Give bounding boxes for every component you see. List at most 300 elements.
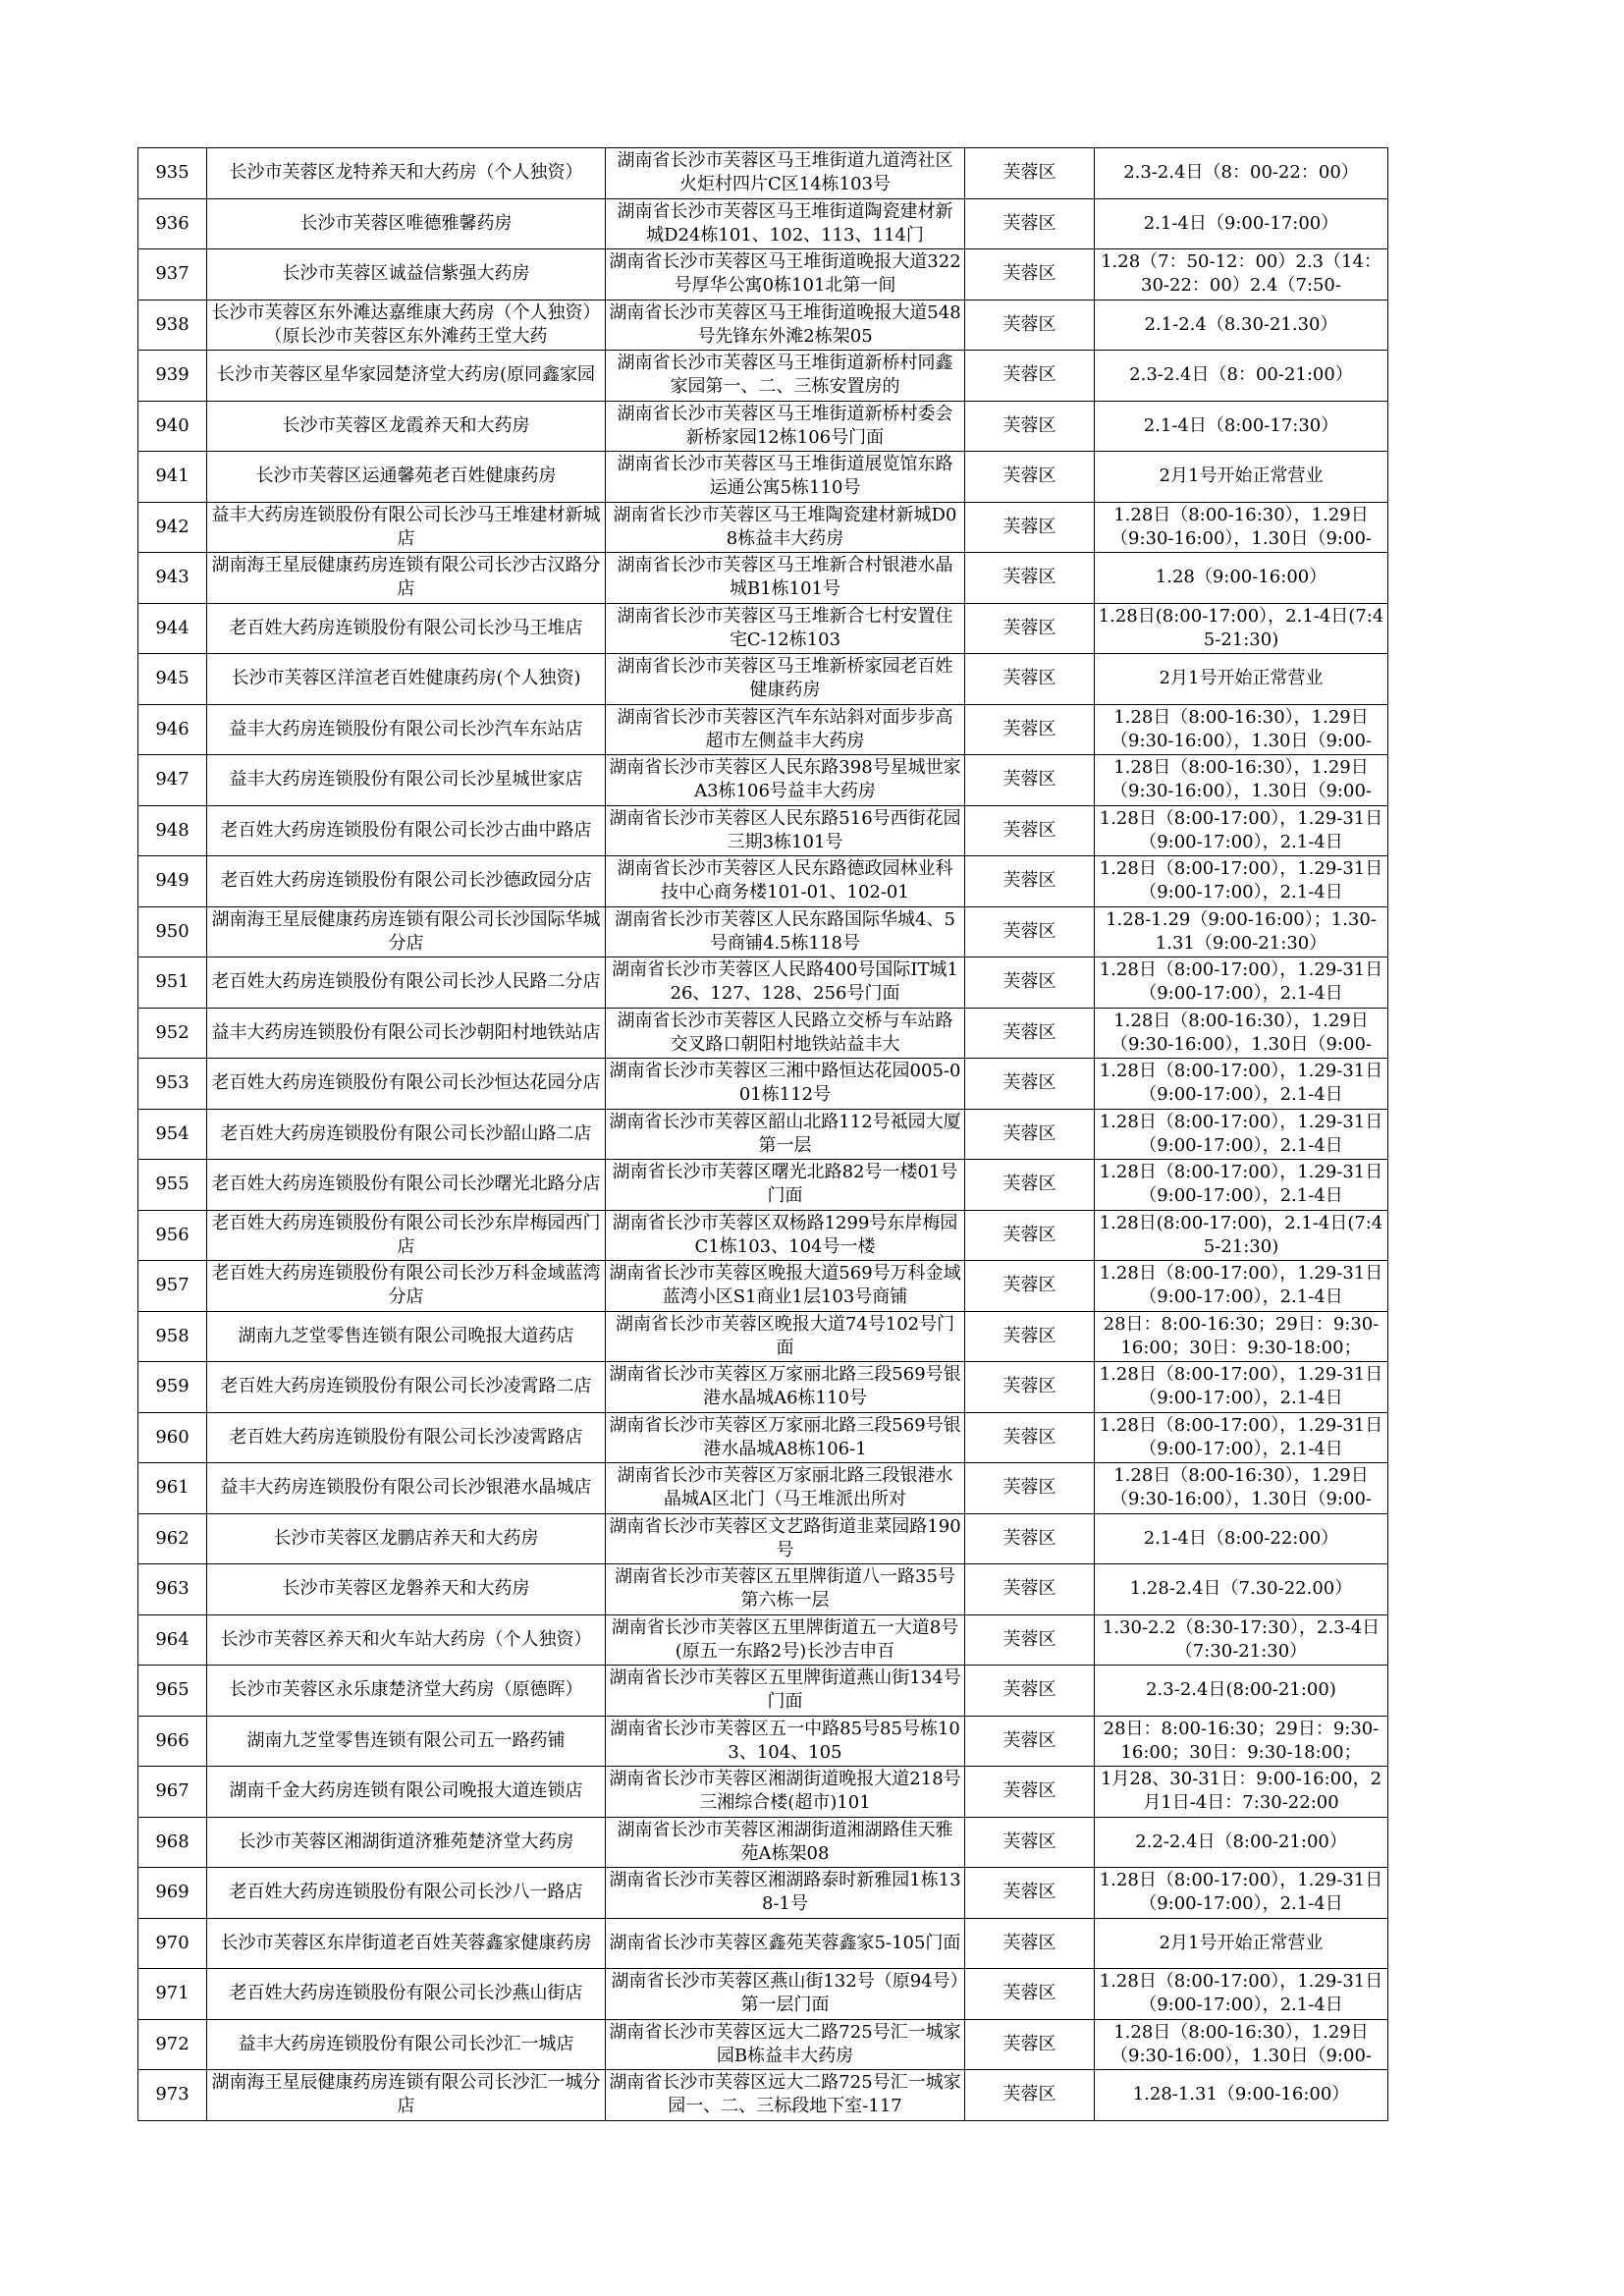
business-hours-cell [1095,603,1388,654]
district-cell [965,654,1095,705]
district: 芙蓉区 [1002,1831,1056,1852]
business-hours: 2.1-4日（8:00-22:00） [1143,1527,1339,1549]
business-hours: 2.3-2.4日（8：00-21:00） [1129,364,1353,386]
pharmacy-address-cell [606,1513,965,1564]
district: 芙蓉区 [1002,1376,1056,1397]
district: 芙蓉区 [1002,162,1056,184]
pharmacy-address: 湖南省长沙市芙蓉区马王堆新桥家园老百姓健康药房 [617,656,953,701]
pharmacy-name: 老百姓大药房连锁股份有限公司长沙凌霄路二店 [220,1376,592,1397]
district-cell [965,1008,1095,1059]
table-row [138,198,1388,249]
district: 芙蓉区 [1002,2084,1056,2105]
pharmacy-address: 湖南省长沙市芙蓉区马王堆街道新桥村同鑫家园第一、二、三栋安置房的 [617,353,953,398]
pharmacy-address: 湖南省长沙市芙蓉区马王堆街道晚报大道322号厚华公寓0栋101北第一间 [609,251,961,297]
pharmacy-name: 老百姓大药房连锁股份有限公司长沙东岸梅园西门店 [211,1212,601,1257]
pharmacy-name-cell [207,1614,606,1666]
pharmacy-address: 湖南省长沙市芙蓉区远大二路725号汇一城家园一、二、三标段地下室-117 [609,2072,961,2117]
table-row [138,1969,1388,2020]
pharmacy-address: 湖南省长沙市芙蓉区五里牌街道五一大道8号(原五一东路2号)长沙吉申百 [611,1616,959,1662]
pharmacy-address-cell [606,553,965,604]
pharmacy-name: 老百姓大药房连锁股份有限公司长沙马王堆店 [229,617,583,638]
district-cell [965,957,1095,1009]
business-hours-cell [1095,704,1388,755]
pharmacy-name-cell [207,1059,606,1110]
row-number: 964 [155,1628,189,1650]
pharmacy-name: 老百姓大药房连锁股份有限公司长沙德政园分店 [220,870,592,892]
district-cell [965,1666,1095,1717]
pharmacy-name-cell [207,1918,606,1969]
pharmacy-name-cell [207,1463,606,1514]
row-number-cell [138,1767,207,1818]
pharmacy-address: 湖南省长沙市芙蓉区人民路400号国际IT城126、127、128、256号门面 [612,959,958,1005]
pharmacy-address: 湖南省长沙市芙蓉区燕山街132号（原94号）第一层门面 [611,1971,959,2016]
business-hours-cell [1095,1210,1388,1261]
district-cell [965,1160,1095,1211]
district-cell [965,2070,1095,2121]
district-cell [965,300,1095,351]
pharmacy-address-cell [606,2070,965,2121]
pharmacy-address: 湖南省长沙市芙蓉区五一中路85号85号栋103、104、105 [610,1718,960,1763]
row-number: 949 [155,870,189,892]
pharmacy-address-cell [606,1564,965,1615]
pharmacy-address: 湖南省长沙市芙蓉区马王堆街道新桥村委会新桥家园12栋106号门面 [617,403,953,448]
pharmacy-address-cell [606,1311,965,1362]
row-number-cell [138,1463,207,1514]
table-row [138,1817,1388,1868]
pharmacy-name-cell [207,1564,606,1615]
pharmacy-address: 湖南省长沙市芙蓉区人民路立交桥与车站路交叉路口朝阳村地铁站益丰大 [617,1010,953,1055]
district: 芙蓉区 [1002,920,1056,942]
pharmacy-name: 湖南九芝堂零售连锁有限公司晚报大道药店 [238,1325,574,1346]
business-hours: 1.28-2.4日（7.30-22.00） [1129,1578,1353,1600]
pharmacy-table [137,147,1388,2121]
row-number-cell [138,1716,207,1767]
district: 芙蓉区 [1002,263,1056,285]
row-number: 955 [155,1174,189,1195]
district: 芙蓉区 [1002,1122,1056,1144]
pharmacy-name-cell [207,1008,606,1059]
district-cell [965,1412,1095,1463]
row-number: 963 [155,1578,189,1600]
business-hours-cell [1095,1008,1388,1059]
row-number-cell [138,1160,207,1211]
pharmacy-name-cell [207,148,606,199]
district: 芙蓉区 [1002,1628,1056,1650]
district: 芙蓉区 [1002,1527,1056,1549]
row-number-cell [138,1969,207,2020]
table-row [138,2070,1388,2121]
pharmacy-address-cell [606,1059,965,1110]
row-number: 945 [155,668,189,689]
row-number: 953 [155,1072,189,1094]
pharmacy-name-cell [207,351,606,402]
row-number: 941 [155,465,189,487]
district-cell [965,1362,1095,1413]
district: 芙蓉区 [1002,1174,1056,1195]
row-number: 940 [155,414,189,436]
business-hours-cell [1095,2070,1388,2121]
pharmacy-address-cell [606,957,965,1009]
row-number: 962 [155,1527,189,1549]
pharmacy-name: 长沙市芙蓉区养天和火车站大药房（个人独资） [220,1628,592,1650]
row-number: 959 [155,1376,189,1397]
pharmacy-name-cell [207,856,606,907]
business-hours: 2.2-2.4日（8:00-21:00） [1135,1831,1347,1852]
pharmacy-address: 湖南省长沙市芙蓉区曙光北路82号一楼01号门面 [612,1162,958,1207]
district: 芙蓉区 [1002,1679,1056,1701]
pharmacy-address-cell [606,401,965,452]
row-number: 952 [155,1021,189,1043]
pharmacy-name: 益丰大药房连锁股份有限公司长沙汽车东站店 [229,718,583,739]
pharmacy-name: 长沙市芙蓉区龙特养天和大药房（个人独资） [229,162,583,184]
row-number: 961 [155,1477,189,1499]
business-hours-cell [1095,1666,1388,1717]
district-cell [965,1767,1095,1818]
business-hours-cell [1095,2019,1388,2070]
district-cell [965,1716,1095,1767]
district: 芙蓉区 [1002,1325,1056,1346]
district: 芙蓉区 [1002,769,1056,791]
pharmacy-name: 益丰大药房连锁股份有限公司长沙汇一城店 [238,2033,574,2054]
pharmacy-address-cell [606,1261,965,1312]
district: 芙蓉区 [1002,1780,1056,1802]
pharmacy-address-cell [606,1463,965,1514]
row-number: 939 [155,364,189,386]
pharmacy-address: 湖南省长沙市芙蓉区湘湖街道湘湖路佳天雅苑A栋架08 [617,1819,953,1864]
row-number-cell [138,1261,207,1312]
business-hours-cell [1095,1868,1388,1919]
business-hours: 1.28日（8:00-16:30），1.29日（9:30-16:00），1.30日（9:00- [1110,1465,1372,1510]
pharmacy-address: 湖南省长沙市芙蓉区文艺路街道韭菜园路190号 [609,1515,961,1560]
district-cell [965,1463,1095,1514]
business-hours-cell [1095,452,1388,503]
district-cell [965,1969,1095,2020]
district: 芙蓉区 [1002,1983,1056,2004]
pharmacy-name: 老百姓大药房连锁股份有限公司长沙凌霄路店 [229,1426,583,1448]
district-cell [965,805,1095,856]
district-cell [965,856,1095,907]
business-hours-cell [1095,1564,1388,1615]
business-hours-cell [1095,1311,1388,1362]
row-number-cell [138,856,207,907]
business-hours-cell [1095,249,1388,301]
district: 芙蓉区 [1002,668,1056,689]
district: 芙蓉区 [1002,1275,1056,1296]
pharmacy-name: 长沙市芙蓉区东外滩达嘉维康大药房（个人独资）（原长沙市芙蓉区东外滩药王堂大药 [211,301,601,347]
row-number-cell [138,1666,207,1717]
row-number-cell [138,401,207,452]
pharmacy-name: 长沙市芙蓉区湘湖街道济雅苑楚济堂大药房 [238,1831,574,1852]
business-hours: 1.28日(8:00-17:00)，2.1-4日(7:45-21:30) [1099,1212,1383,1257]
business-hours-cell [1095,1513,1388,1564]
business-hours: 2.3-2.4日(8:00-21:00) [1146,1679,1336,1701]
row-number-cell [138,1362,207,1413]
pharmacy-name: 长沙市芙蓉区东岸街道老百姓芙蓉鑫家健康药房 [220,1932,592,1953]
table-row [138,1767,1388,1818]
business-hours-cell [1095,755,1388,806]
pharmacy-name-cell [207,805,606,856]
business-hours: 28日：8:00-16:30；29日：9:30-16:00；30日：9:30-18:00； [1103,1313,1380,1358]
district: 芙蓉区 [1002,718,1056,739]
pharmacy-address-cell [606,603,965,654]
table-row [138,1716,1388,1767]
pharmacy-name-cell [207,1969,606,2020]
pharmacy-address-cell [606,351,965,402]
pharmacy-name-cell [207,654,606,705]
pharmacy-address: 湖南省长沙市芙蓉区马王堆新合村银港水晶城B1栋101号 [617,555,953,600]
table-row [138,1311,1388,1362]
pharmacy-name-cell [207,452,606,503]
table-row [138,1412,1388,1463]
pharmacy-address: 湖南省长沙市芙蓉区马王堆街道九道湾社区火炬村四片C区14栋103号 [617,150,953,195]
pharmacy-name-cell [207,1716,606,1767]
pharmacy-address: 湖南省长沙市芙蓉区马王堆街道陶瓷建材新城D24栋101、102、113、114门 [617,200,953,246]
table-row [138,1513,1388,1564]
row-number: 951 [155,971,189,993]
row-number-cell [138,1817,207,1868]
pharmacy-address-cell [606,1716,965,1767]
district: 芙蓉区 [1002,465,1056,487]
business-hours-cell [1095,1817,1388,1868]
pharmacy-address-cell [606,1969,965,2020]
table-row [138,704,1388,755]
district-cell [965,198,1095,249]
pharmacy-name: 益丰大药房连锁股份有限公司长沙星城世家店 [229,769,583,791]
district-cell [965,502,1095,553]
district-cell [965,351,1095,402]
pharmacy-name: 湖南九芝堂零售连锁有限公司五一路药铺 [246,1729,566,1751]
business-hours-cell [1095,1463,1388,1514]
pharmacy-name-cell [207,755,606,806]
district-cell [965,755,1095,806]
table-row [138,2019,1388,2070]
pharmacy-address: 湖南省长沙市芙蓉区韶山北路112号祗园大厦第一层 [609,1111,961,1156]
row-number: 958 [155,1325,189,1346]
district: 芙蓉区 [1002,1882,1056,1903]
table-row [138,1008,1388,1059]
table-row [138,1160,1388,1211]
pharmacy-name: 长沙市芙蓉区唯德雅馨药房 [299,212,513,234]
pharmacy-address: 湖南省长沙市芙蓉区人民东路398号星城世家A3栋106号益丰大药房 [609,757,961,802]
pharmacy-name-cell [207,249,606,301]
district-cell [965,2019,1095,2070]
row-number-cell [138,553,207,604]
pharmacy-name: 长沙市芙蓉区龙鹏店养天和大药房 [273,1527,539,1549]
row-number: 960 [155,1426,189,1448]
table-row [138,1109,1388,1160]
district-cell [965,1210,1095,1261]
row-number: 937 [155,263,189,285]
row-number-cell [138,603,207,654]
business-hours: 1月28、30-31日：9:00-16:00，2月1日-4日：7:30-22:00 [1100,1769,1382,1814]
pharmacy-address-cell [606,1109,965,1160]
district: 芙蓉区 [1002,1224,1056,1245]
row-number-cell [138,1109,207,1160]
table-row [138,351,1388,402]
business-hours-cell [1095,1362,1388,1413]
table-row [138,148,1388,199]
table-row [138,1059,1388,1110]
row-number: 947 [155,769,189,791]
business-hours: 1.28日（8:00-17:00），1.29-31日（9:00-17:00），2.1-4日 [1099,1111,1383,1156]
row-number: 938 [155,313,189,335]
pharmacy-address: 湖南省长沙市芙蓉区晚报大道74号102号门面 [615,1313,955,1358]
row-number-cell [138,2019,207,2070]
table-row [138,805,1388,856]
pharmacy-name-cell [207,1412,606,1463]
row-number: 957 [155,1275,189,1296]
business-hours: 2月1号开始正常营业 [1159,465,1324,487]
pharmacy-name-cell [207,553,606,604]
district: 芙蓉区 [1002,870,1056,892]
row-number-cell [138,1008,207,1059]
business-hours: 1.28日（8:00-17:00），1.29-31日（9:00-17:00），2.1-4日 [1099,959,1383,1005]
pharmacy-name-cell [207,1513,606,1564]
pharmacy-address: 湖南省长沙市芙蓉区马王堆陶瓷建材新城D08栋益丰大药房 [613,504,957,549]
table-row [138,957,1388,1009]
row-number-cell [138,1868,207,1919]
table-row [138,300,1388,351]
business-hours: 1.28-1.31（9:00-16:00） [1132,2084,1350,2105]
district-cell [965,401,1095,452]
business-hours-cell [1095,1412,1388,1463]
pharmacy-name-cell [207,1817,606,1868]
table-row [138,1666,1388,1717]
pharmacy-name: 长沙市芙蓉区龙霞养天和大药房 [282,414,530,436]
row-number-cell [138,704,207,755]
pharmacy-address: 湖南省长沙市芙蓉区三湘中路恒达花园005-001栋112号 [609,1061,961,1106]
row-number: 966 [155,1729,189,1751]
table-row [138,1463,1388,1514]
pharmacy-name: 长沙市芙蓉区洋渲老百姓健康药房(个人独资) [231,668,581,689]
pharmacy-name: 湖南海王星辰健康药房连锁有限公司长沙国际华城分店 [211,908,601,954]
pharmacy-name-cell [207,906,606,957]
district: 芙蓉区 [1002,1729,1056,1751]
pharmacy-address: 湖南省长沙市芙蓉区湘湖路泰时新雅园1栋138-1号 [609,1870,961,1915]
business-hours-cell [1095,148,1388,199]
pharmacy-address-cell [606,704,965,755]
pharmacy-address-cell [606,856,965,907]
pharmacy-address: 湖南省长沙市芙蓉区双杨路1299号东岸梅园C1栋103、104号一楼 [612,1212,958,1257]
district: 芙蓉区 [1002,1072,1056,1094]
business-hours-cell [1095,553,1388,604]
business-hours: 1.28日（8:00-16:30），1.29日（9:30-16:00），1.30日（9:00- [1110,504,1372,549]
row-number: 950 [155,920,189,942]
district-cell [965,1513,1095,1564]
row-number-cell [138,300,207,351]
row-number: 942 [155,516,189,537]
district: 芙蓉区 [1002,1477,1056,1499]
row-number-cell [138,351,207,402]
business-hours-cell [1095,1109,1388,1160]
pharmacy-name: 长沙市芙蓉区星华家园楚济堂大药房(原同鑫家园 [216,364,596,386]
business-hours: 1.28日（8:00-16:30），1.29日（9:30-16:00），1.30日（9:00- [1110,757,1372,802]
pharmacy-address: 湖南省长沙市芙蓉区万家丽北路三段569号银港水晶城A6栋110号 [609,1364,961,1409]
row-number-cell [138,198,207,249]
district-cell [965,1261,1095,1312]
row-number: 971 [155,1983,189,2004]
row-number: 972 [155,2033,189,2054]
pharmacy-name: 益丰大药房连锁股份有限公司长沙马王堆建材新城店 [211,504,601,549]
pharmacy-address-cell [606,654,965,705]
business-hours-cell [1095,805,1388,856]
pharmacy-address: 湖南省长沙市芙蓉区人民东路德政园林业科技中心商务楼101-01、102-01 [617,858,953,903]
pharmacy-table-body [138,148,1388,2121]
pharmacy-address: 湖南省长沙市芙蓉区湘湖街道晚报大道218号三湘综合楼(超市)101 [609,1769,961,1814]
pharmacy-name-cell [207,1767,606,1818]
district: 芙蓉区 [1002,819,1056,841]
business-hours-cell [1095,198,1388,249]
row-number: 936 [155,212,189,234]
district-cell [965,1059,1095,1110]
business-hours-cell [1095,1059,1388,1110]
table-row [138,654,1388,705]
business-hours: 2月1号开始正常营业 [1159,1932,1324,1953]
district-cell [965,553,1095,604]
row-number-cell [138,1311,207,1362]
business-hours: 2.1-2.4（8.30-21.30） [1144,313,1338,335]
pharmacy-address: 湖南省长沙市芙蓉区马王堆新合七村安置住宅C-12栋103 [617,605,953,650]
district: 芙蓉区 [1002,1021,1056,1043]
table-row [138,502,1388,553]
business-hours: 28日：8:00-16:30；29日：9:30-16:00；30日：9:30-18:00； [1103,1718,1380,1763]
pharmacy-name-cell [207,1362,606,1413]
pharmacy-address-cell [606,1767,965,1818]
business-hours-cell [1095,906,1388,957]
district-cell [965,1868,1095,1919]
pharmacy-address-cell [606,502,965,553]
table-row [138,1210,1388,1261]
row-number-cell [138,1513,207,1564]
pharmacy-name-cell [207,957,606,1009]
row-number-cell [138,906,207,957]
district-cell [965,1817,1095,1868]
district-cell [965,1564,1095,1615]
business-hours: 1.28日（8:00-17:00），1.29-31日（9:00-17:00），2.1-4日 [1099,858,1383,903]
pharmacy-name-cell [207,300,606,351]
pharmacy-name: 老百姓大药房连锁股份有限公司长沙八一路店 [229,1882,583,1903]
business-hours: 1.28日（8:00-17:00），1.29-31日（9:00-17:00），2.1-4日 [1099,1162,1383,1207]
pharmacy-address-cell [606,249,965,301]
row-number-cell [138,755,207,806]
business-hours: 1.28（7：50-12：00）2.3（14：30-22：00）2.4（7:50- [1101,251,1381,297]
business-hours: 1.28日（8:00-17:00），1.29-31日（9:00-17:00），2.1-4日 [1099,1971,1383,2016]
pharmacy-name-cell [207,2019,606,2070]
business-hours-cell [1095,401,1388,452]
table-row [138,755,1388,806]
table-row [138,401,1388,452]
pharmacy-name-cell [207,1160,606,1211]
pharmacy-address-cell [606,906,965,957]
pharmacy-address-cell [606,1614,965,1666]
pharmacy-name: 长沙市芙蓉区永乐康楚济堂大药房（原德晖） [229,1679,583,1701]
row-number: 965 [155,1679,189,1701]
district-cell [965,1918,1095,1969]
table-row [138,603,1388,654]
pharmacy-address-cell [606,452,965,503]
pharmacy-name: 长沙市芙蓉区龙磐养天和大药房 [282,1578,530,1600]
table-row [138,1614,1388,1666]
table-row [138,1918,1388,1969]
row-number-cell [138,249,207,301]
pharmacy-name-cell [207,1210,606,1261]
pharmacy-name: 长沙市芙蓉区诚益信紫强大药房 [282,263,530,285]
pharmacy-name: 湖南千金大药房连锁有限公司晚报大道连锁店 [229,1780,583,1802]
pharmacy-name-cell [207,1261,606,1312]
business-hours-cell [1095,502,1388,553]
row-number: 967 [155,1780,189,1802]
row-number-cell [138,1614,207,1666]
